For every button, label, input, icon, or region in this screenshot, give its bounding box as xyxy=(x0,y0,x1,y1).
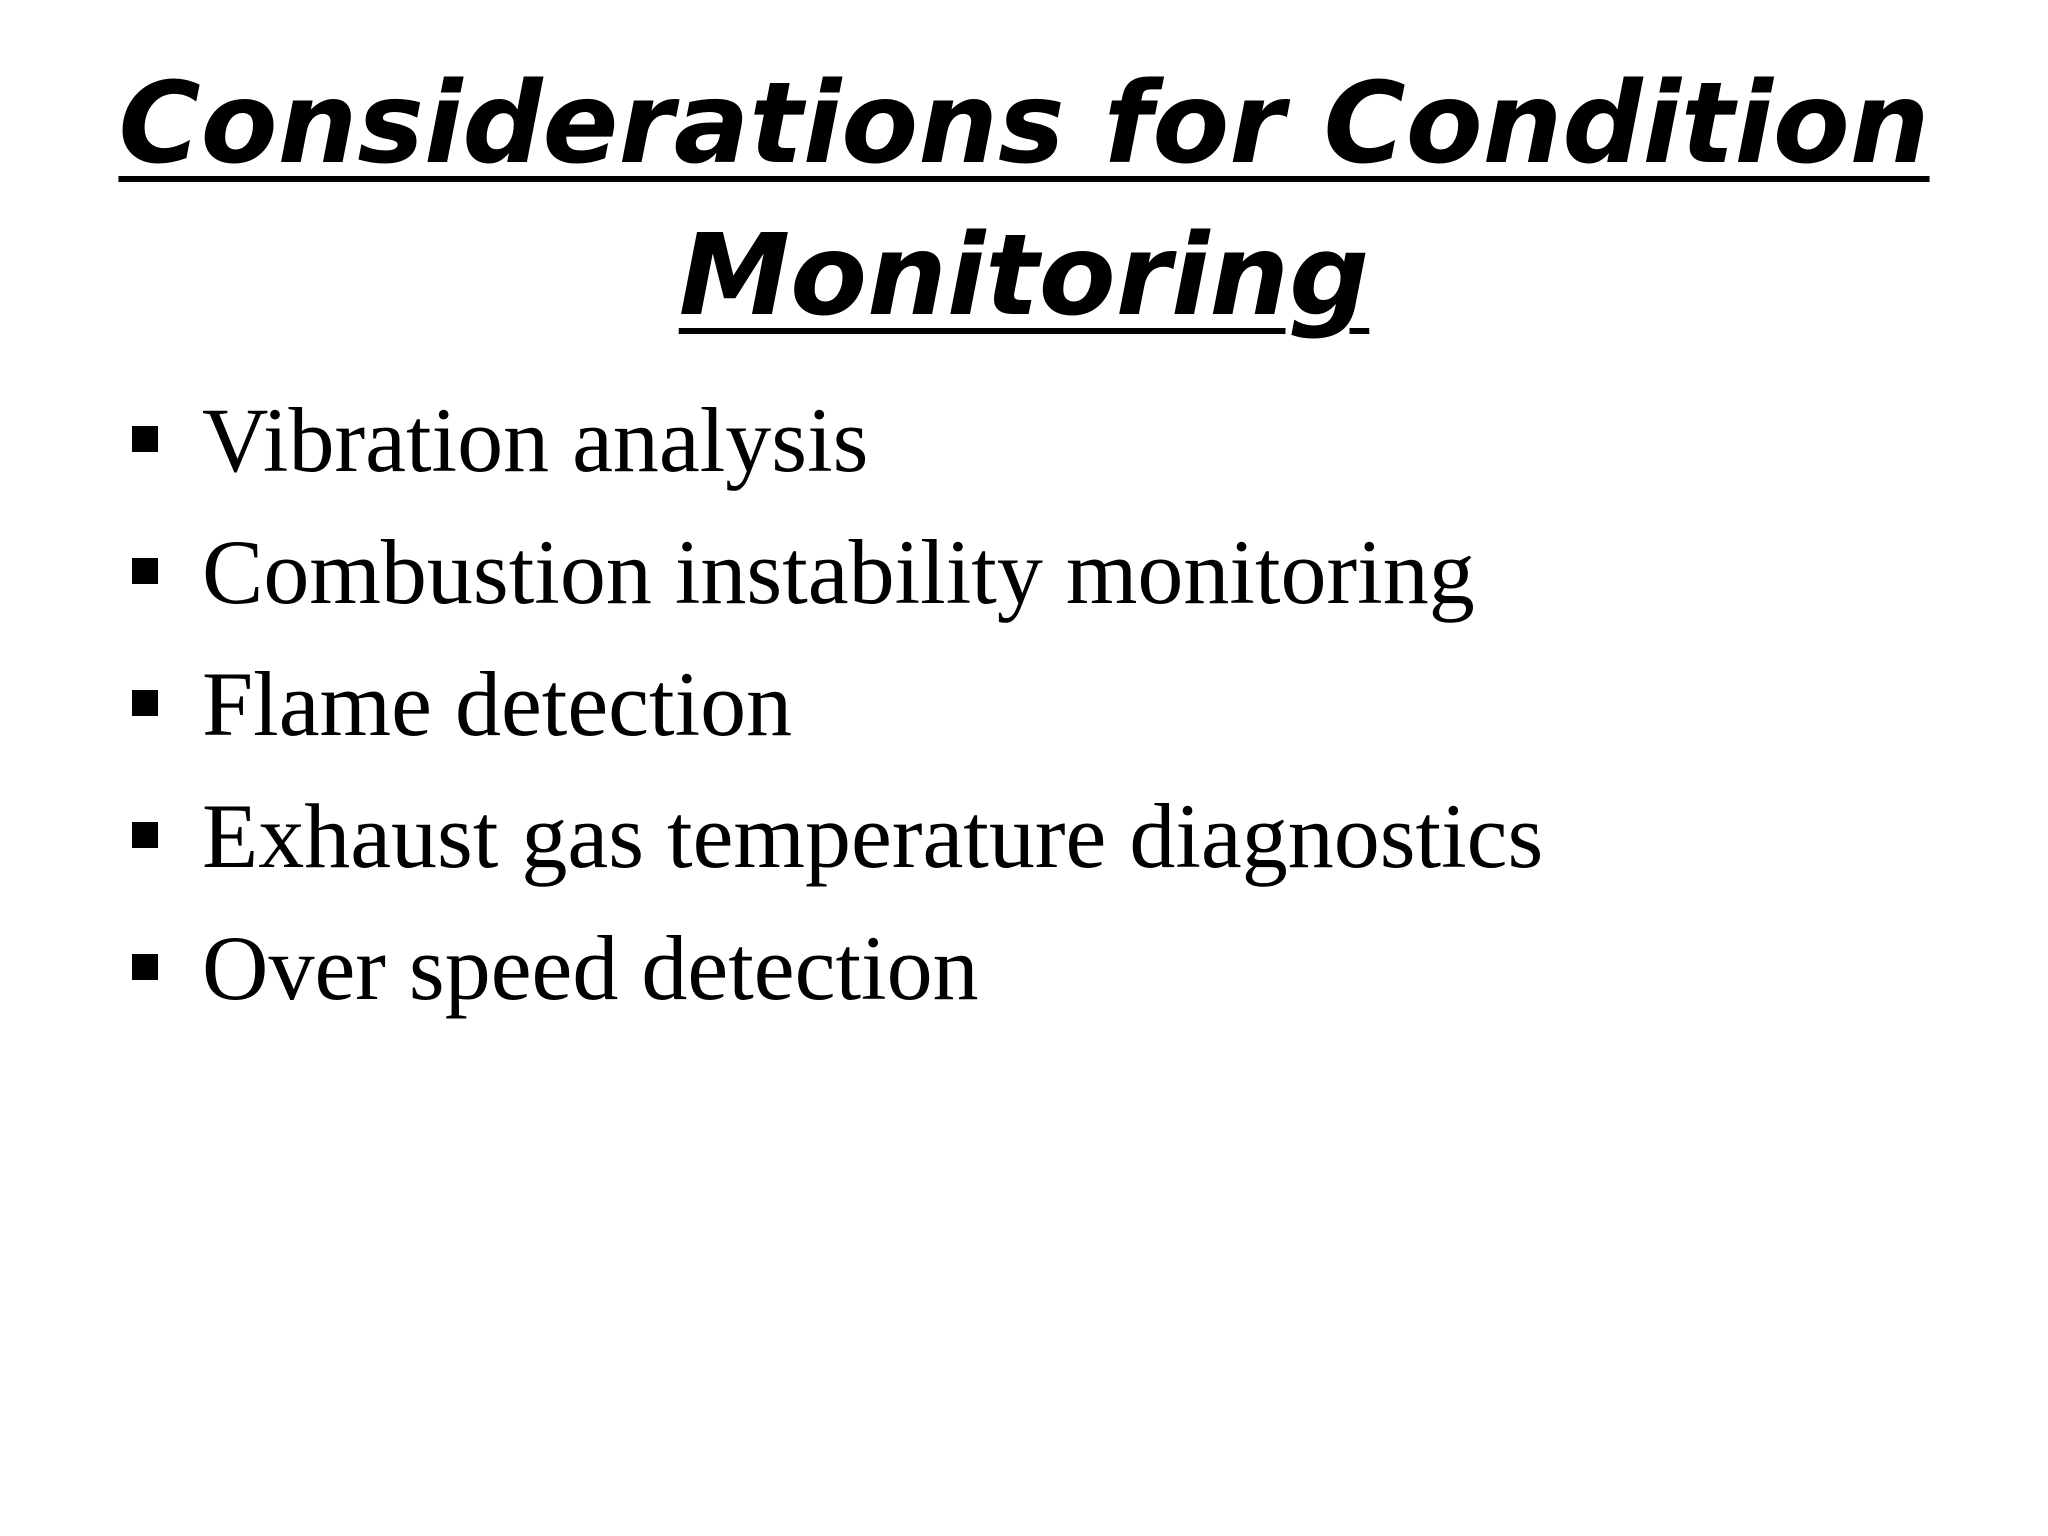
square-bullet-icon xyxy=(132,426,158,452)
square-bullet-icon xyxy=(132,690,158,716)
bullet-text: Combustion instability monitoring xyxy=(202,521,1475,623)
square-bullet-icon xyxy=(132,558,158,584)
slide-title xyxy=(0,48,2048,352)
bullet-text: Flame detection xyxy=(202,653,793,755)
title-line-1: Considerations for Condition xyxy=(118,59,1930,189)
square-bullet-icon xyxy=(132,954,158,980)
title-line-2-wrapper xyxy=(0,200,2048,352)
title-line-2: Monitoring xyxy=(678,211,1370,341)
bullet-text: Exhaust gas temperature diagnostics xyxy=(202,785,1544,887)
square-bullet-icon xyxy=(132,822,158,848)
bullet-text: Vibration analysis xyxy=(202,389,869,491)
bullet-text: Over speed detection xyxy=(202,917,979,1019)
title-line-1-wrapper xyxy=(0,48,2048,200)
